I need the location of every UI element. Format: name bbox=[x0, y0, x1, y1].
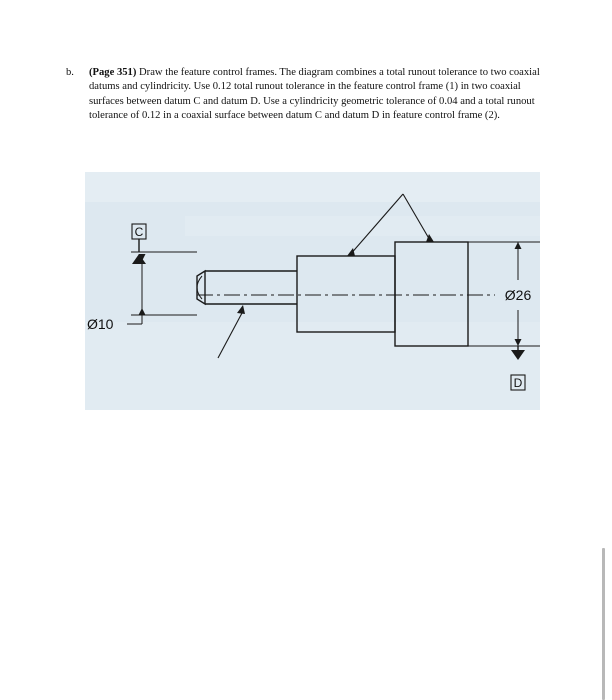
question-body bbox=[89, 66, 546, 124]
datum-d-label: D bbox=[513, 376, 523, 390]
large-diameter-label: Ø26 bbox=[504, 287, 532, 303]
small-diameter-label: Ø10 bbox=[87, 316, 114, 332]
figure-band-top bbox=[85, 172, 540, 202]
figure-band-bottom bbox=[85, 322, 540, 410]
datum-c-label: C bbox=[134, 225, 144, 239]
page-scrollbar[interactable] bbox=[602, 548, 605, 700]
drawing-svg bbox=[85, 172, 540, 410]
question-text: Draw the feature control frames. The diagram combines a total runout tolerance to two coaxial datums and cylindricity. Use 0.12 total runout tolerance in the feature control frame (1) in two coaxial surfaces between datum C and datum D. Use a cylindricity geometric tolerance of 0.04 and a total runout tolerance of 0.12 in a coaxial surface between datum C and datum D in feature control frame (2). bbox=[89, 67, 540, 122]
figure-band-mid bbox=[185, 216, 540, 236]
page-reference: (Page 351) bbox=[89, 67, 137, 78]
question-label: b. bbox=[66, 67, 74, 78]
engineering-drawing bbox=[85, 172, 540, 410]
question-block bbox=[66, 66, 546, 124]
